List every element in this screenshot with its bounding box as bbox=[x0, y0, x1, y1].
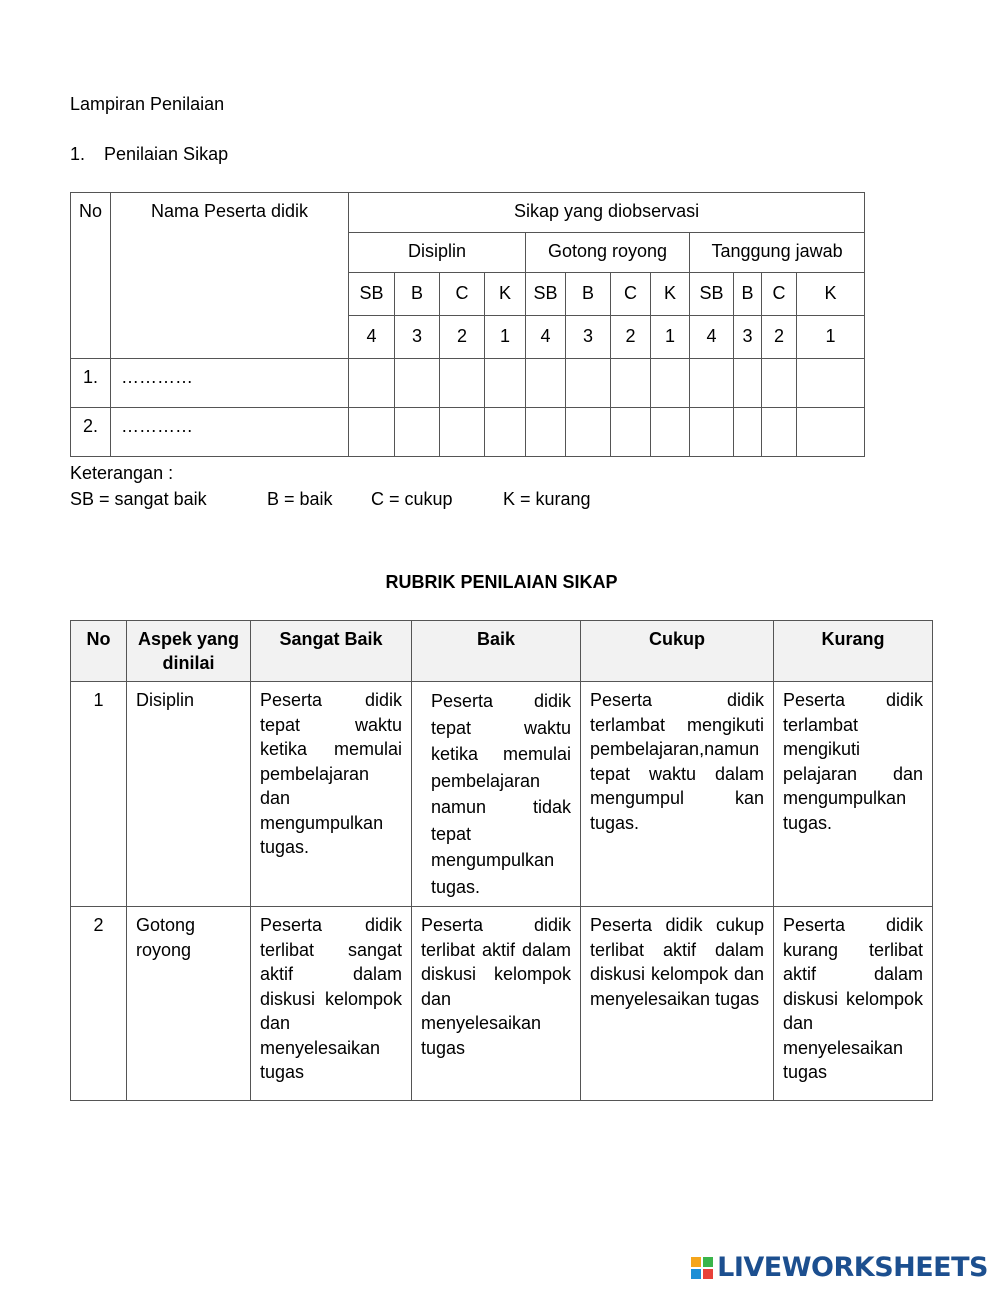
legend-label: Keterangan : bbox=[70, 463, 174, 483]
table-row bbox=[71, 682, 933, 907]
score-cell[interactable] bbox=[797, 359, 865, 408]
section-title: Penilaian Sikap bbox=[104, 144, 229, 164]
score-cell[interactable] bbox=[349, 408, 395, 457]
table-row bbox=[71, 359, 865, 408]
aspect-header: Tanggung jawab bbox=[690, 233, 865, 273]
grade-header: B bbox=[734, 273, 762, 316]
grade-header: SB bbox=[690, 273, 734, 316]
legend-item: B = baik bbox=[267, 489, 333, 509]
rubric-header: Sangat Baik bbox=[251, 621, 412, 682]
logo-text: LIVEWORKSHEETS bbox=[717, 1252, 988, 1283]
rubric-cukup: Peserta didik cukup terlibat aktif dalam diskusi kelompok dan menyelesaikan tugas bbox=[581, 907, 774, 1101]
rubric-title: RUBRIK PENILAIAN SIKAP bbox=[385, 572, 618, 592]
score-header: 2 bbox=[762, 316, 797, 359]
rubric-aspect: Disiplin bbox=[127, 682, 251, 907]
rubric-table bbox=[70, 620, 933, 1101]
score-header: 3 bbox=[566, 316, 611, 359]
rubric-header: Kurang bbox=[774, 621, 933, 682]
aspect-header: Disiplin bbox=[349, 233, 526, 273]
section-number: 1. bbox=[70, 144, 86, 164]
score-cell[interactable] bbox=[485, 359, 526, 408]
legend-item: SB = sangat baik bbox=[70, 489, 207, 509]
aspect-header: Gotong royong bbox=[526, 233, 690, 273]
score-cell[interactable] bbox=[734, 408, 762, 457]
liveworksheets-logo bbox=[691, 1252, 988, 1283]
header-name: Nama Peserta didik bbox=[111, 193, 349, 359]
score-header: 1 bbox=[651, 316, 690, 359]
grade-header: B bbox=[566, 273, 611, 316]
score-cell[interactable] bbox=[611, 408, 651, 457]
rubric-baik: Peserta didik terlibat aktif dalam diskusi kelompok dan menyelesaikan tugas bbox=[412, 907, 581, 1101]
grade-header: C bbox=[762, 273, 797, 316]
rubric-baik: Peserta didik tepat waktu ketika memulai pembelajaran namun tidak tepat mengumpulkan tugas. bbox=[412, 682, 581, 907]
score-header: 3 bbox=[395, 316, 440, 359]
score-cell[interactable] bbox=[485, 408, 526, 457]
grade-header: C bbox=[440, 273, 485, 316]
rubric-no: 1 bbox=[71, 682, 127, 907]
score-cell[interactable] bbox=[651, 408, 690, 457]
rubric-kurang: Peserta didik terlambat mengikuti pelajaran dan mengumpulkan tugas. bbox=[774, 682, 933, 907]
score-cell[interactable] bbox=[566, 359, 611, 408]
grade-header: SB bbox=[526, 273, 566, 316]
header-no: No bbox=[71, 193, 111, 359]
student-name-cell: ………… bbox=[111, 359, 349, 408]
grade-header: C bbox=[611, 273, 651, 316]
score-cell[interactable] bbox=[762, 359, 797, 408]
score-cell[interactable] bbox=[611, 359, 651, 408]
score-header: 1 bbox=[485, 316, 526, 359]
score-cell[interactable] bbox=[651, 359, 690, 408]
grade-header: K bbox=[651, 273, 690, 316]
rubric-kurang: Peserta didik kurang terlibat aktif dalam diskusi kelompok dan menyelesaikan tugas bbox=[774, 907, 933, 1101]
score-cell[interactable] bbox=[566, 408, 611, 457]
score-cell[interactable] bbox=[526, 359, 566, 408]
student-name-cell: ………… bbox=[111, 408, 349, 457]
page-title: Lampiran Penilaian bbox=[70, 94, 225, 114]
score-header: 3 bbox=[734, 316, 762, 359]
rubric-no: 2 bbox=[71, 907, 127, 1101]
grade-header: K bbox=[485, 273, 526, 316]
rubric-header: Cukup bbox=[581, 621, 774, 682]
legend-item: K = kurang bbox=[503, 489, 591, 509]
score-cell[interactable] bbox=[762, 408, 797, 457]
score-header: 2 bbox=[611, 316, 651, 359]
rubric-header: Baik bbox=[412, 621, 581, 682]
observation-table bbox=[70, 192, 865, 457]
row-number: 2. bbox=[71, 408, 111, 457]
header-group: Sikap yang diobservasi bbox=[349, 193, 865, 233]
score-cell[interactable] bbox=[797, 408, 865, 457]
score-cell[interactable] bbox=[526, 408, 566, 457]
legend-item: C = cukup bbox=[371, 489, 453, 509]
score-cell[interactable] bbox=[395, 359, 440, 408]
score-cell[interactable] bbox=[349, 359, 395, 408]
rubric-cukup: Peserta didik terlambat mengikuti pembelajaran,namun tepat waktu dalam mengumpul kan tugas. bbox=[581, 682, 774, 907]
grade-header: SB bbox=[349, 273, 395, 316]
rubric-sangat-baik: Peserta didik tepat waktu ketika memulai pembelajaran dan mengumpulkan tugas. bbox=[251, 682, 412, 907]
score-cell[interactable] bbox=[690, 408, 734, 457]
rubric-header: Aspek yang dinilai bbox=[127, 621, 251, 682]
section-heading bbox=[70, 144, 228, 165]
rubric-header: No bbox=[71, 621, 127, 682]
score-header: 4 bbox=[526, 316, 566, 359]
grade-header: B bbox=[395, 273, 440, 316]
score-cell[interactable] bbox=[440, 359, 485, 408]
score-cell[interactable] bbox=[395, 408, 440, 457]
score-cell[interactable] bbox=[734, 359, 762, 408]
table-row bbox=[71, 408, 865, 457]
row-number: 1. bbox=[71, 359, 111, 408]
liveworksheets-logo-icon bbox=[691, 1257, 713, 1279]
score-header: 4 bbox=[690, 316, 734, 359]
rubric-sangat-baik: Peserta didik terlibat sangat aktif dalam diskusi kelompok dan menyelesaikan tugas bbox=[251, 907, 412, 1101]
table-row bbox=[71, 907, 933, 1101]
grade-header: K bbox=[797, 273, 865, 316]
score-header: 1 bbox=[797, 316, 865, 359]
score-header: 4 bbox=[349, 316, 395, 359]
rubric-aspect: Gotong royong bbox=[127, 907, 251, 1101]
score-cell[interactable] bbox=[690, 359, 734, 408]
score-header: 2 bbox=[440, 316, 485, 359]
legend-items bbox=[70, 489, 591, 510]
score-cell[interactable] bbox=[440, 408, 485, 457]
